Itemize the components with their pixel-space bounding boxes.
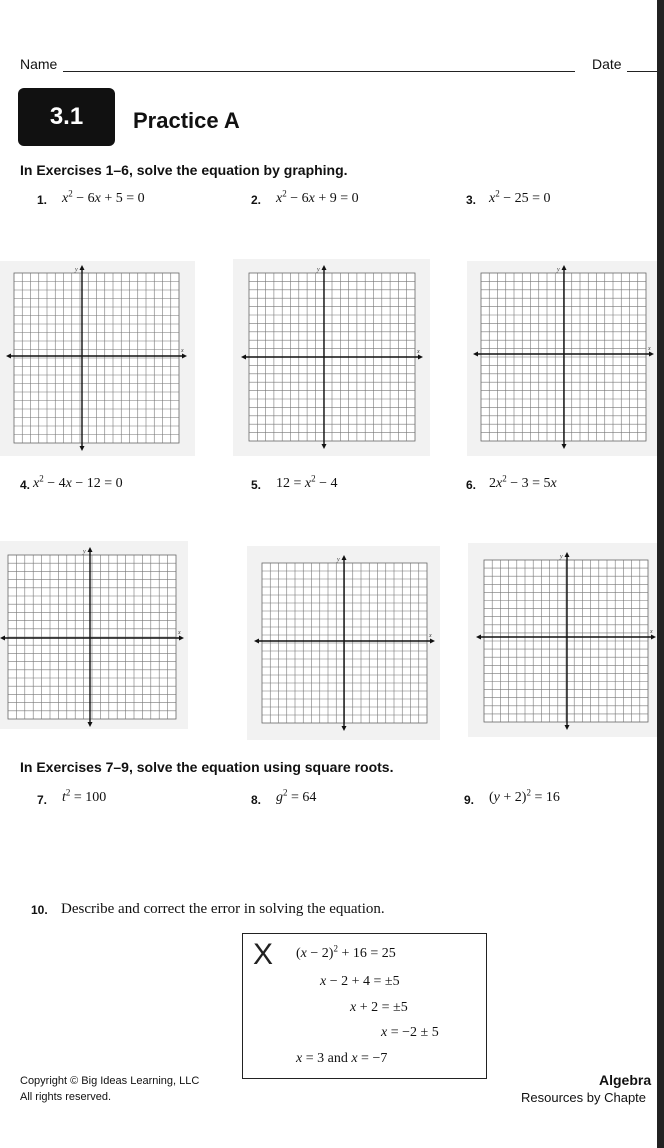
graph-grid-3[interactable] [467,261,660,456]
svg-text:y: y [75,267,78,273]
exercise-7-equation: $t^2 = 100$ [62,787,107,805]
svg-text:x: x [650,629,653,635]
svg-text:x: x [648,346,651,352]
name-label: Name [20,56,58,72]
page-edge [657,0,664,1148]
name-line[interactable] [63,71,575,72]
exercise-2-number: 2. [251,193,262,207]
graph-grid-2[interactable] [233,259,430,456]
exercise-10-question: Describe and correct the error in solving the equation. [61,901,385,917]
exercise-7-number: 7. [37,793,48,807]
graph-grid-1[interactable] [0,261,195,456]
exercise-9-number: 9. [464,793,475,807]
exercise-6-number: 6. [466,478,477,492]
error-step-5: x = 3 and x = −7 [296,1051,388,1066]
exercise-9-equation: $(y + 2)^2 = 16$ [489,787,560,805]
graph-grid-4[interactable] [0,541,188,729]
svg-text:x: x [181,348,184,354]
date-label: Date [592,56,622,72]
error-step-3: x + 2 = ±5 [350,1000,408,1015]
exercise-1-number: 1. [37,193,48,207]
svg-text:y: y [337,557,340,563]
svg-text:y: y [83,549,86,555]
exercise-2-equation: $x^2 - 6x + 9 = 0$ [276,188,359,206]
exercise-5-number: 5. [251,478,262,492]
svg-text:y: y [557,267,560,273]
footer-book: Algebra [599,1072,652,1088]
exercise-8-number: 8. [251,793,262,807]
svg-text:x: x [417,349,420,355]
graph-grid-6[interactable] [468,543,660,737]
exercise-6-equation: $2x^2 - 3 = 5x$ [489,473,557,491]
footer-copyright: Copyright © Big Ideas Learning, LLC [20,1075,200,1087]
error-step-1: $(x - 2)^2 + 16 = 25$ [296,943,396,961]
section1-instruction: In Exercises 1–6, solve the equation by graphing. [20,162,348,178]
footer-rights: All rights reserved. [20,1091,112,1103]
exercise-8-equation: $g^2 = 64$ [276,787,317,805]
svg-text:y: y [317,267,320,273]
exercise-4-equation: $x^2 - 4x - 12 = 0$ [33,473,123,491]
exercise-1-equation: $x^2 - 6x + 5 = 0$ [62,188,145,206]
svg-text:y: y [560,554,563,560]
exercise-3-equation: $x^2 - 25 = 0$ [489,188,551,206]
error-step-2: x − 2 + 4 = ±5 [320,974,400,989]
page-title: Practice A [133,108,240,133]
error-x-icon: X [253,938,274,971]
exercise-3-number: 3. [466,193,477,207]
section2-instruction: In Exercises 7–9, solve the equation using square roots. [20,759,394,775]
section-badge: 3.1 [18,88,115,146]
footer-resources: Resources by Chapte [521,1090,647,1105]
exercise-5-equation: $12 = x^2 - 4$ [276,473,338,491]
graph-grid-5[interactable] [247,546,440,740]
exercise-10-number: 10. [31,903,48,917]
svg-text:x: x [429,633,432,639]
exercise-4-number: 4. [20,478,31,492]
svg-text:x: x [178,630,181,636]
error-step-4: x = −2 ± 5 [381,1025,439,1040]
